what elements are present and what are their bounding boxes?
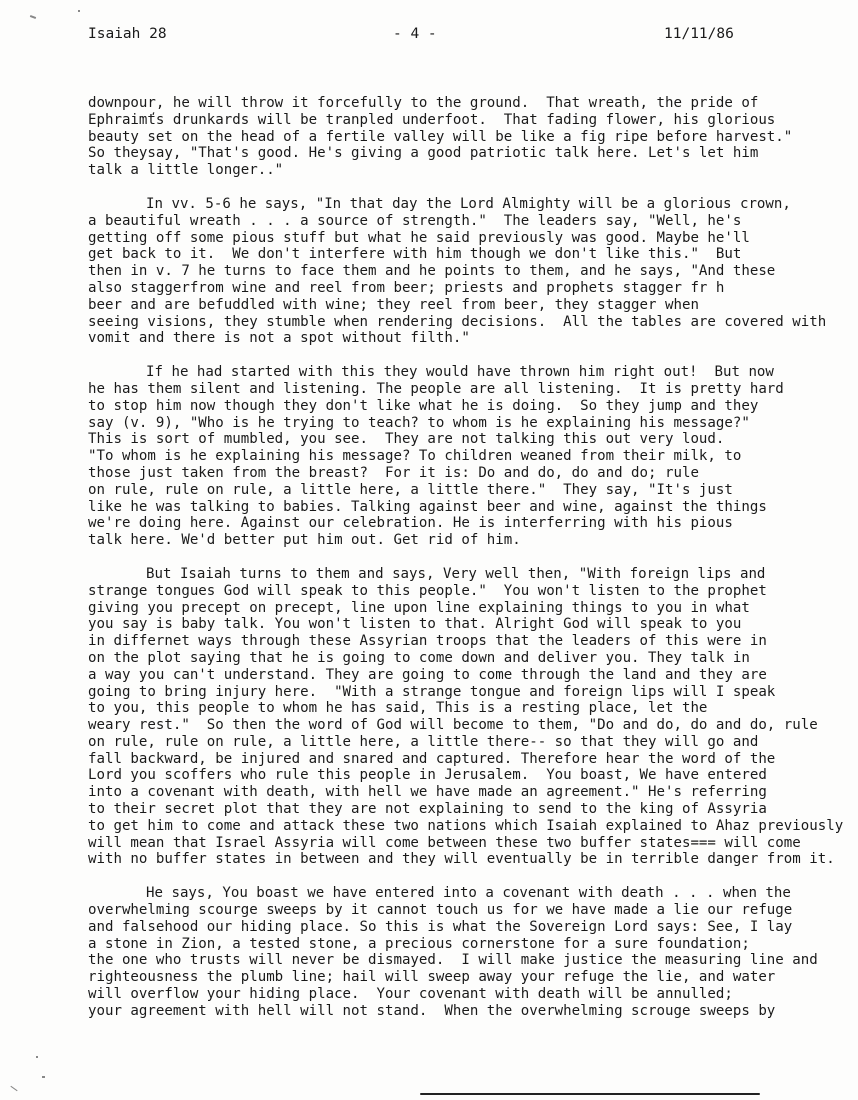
text-line: your agreement with hell will not stand. When the overwhelming scrouge sweeps by bbox=[88, 1002, 776, 1019]
page-header bbox=[0, 26, 858, 46]
text-line: say (v. 9), "Who is he trying to teach? to whom is he explaining his message?" bbox=[88, 414, 750, 431]
text-line: He says, You boast we have entered into a covenant with death . . . when the bbox=[146, 885, 791, 902]
scan-speck bbox=[42, 1076, 45, 1078]
text-line: we're doing here. Against our celebration. He is interferring with his pious bbox=[88, 515, 733, 532]
text-line: seeing visions, they stumble when rendering decisions. All the tables are covered with bbox=[88, 313, 827, 330]
scan-speck bbox=[36, 1056, 38, 1058]
text-line: to stop him now though they don't like what he is doing. So they jump and they bbox=[88, 397, 759, 414]
text-line: strange tongues God will speak to this people." You won't listen to the prophet bbox=[88, 582, 767, 599]
text-line: getting off some pious stuff but what he said previously was good. Maybe he'll bbox=[88, 229, 750, 246]
text-line: going to bring injury here. "With a strange tongue and foreign lips will I speak bbox=[88, 683, 776, 700]
text-line: talk a little longer.." bbox=[88, 162, 284, 179]
paragraph bbox=[88, 95, 848, 179]
text-line: But Isaiah turns to them and says, Very well then, "With foreign lips and bbox=[146, 565, 766, 582]
text-line: he has them silent and listening. The people are all listening. It is pretty hard bbox=[88, 380, 784, 397]
text-line: talk here. We'd better put him out. Get rid of him. bbox=[88, 532, 521, 549]
page-number: - 4 - bbox=[393, 26, 437, 42]
document-body bbox=[88, 95, 848, 1037]
text-line: a stone in Zion, a tested stone, a precious cornerstone for a sure foundation; bbox=[88, 935, 750, 952]
header-title: Isaiah 28 bbox=[88, 26, 167, 42]
text-line: will overflow your hiding place. Your covenant with death will be annulled; bbox=[88, 986, 733, 1003]
text-line: In vv. 5-6 he says, "In that day the Lord Almighty will be a glorious crown, bbox=[146, 195, 791, 212]
text-line: the one who trusts will never be dismayed. I will make justice the measuring line and bbox=[88, 952, 818, 969]
text-line: beer and are befuddled with wine; they reel from beer, they stagger when bbox=[88, 296, 699, 313]
paragraph bbox=[88, 566, 848, 868]
text-line: get back to it. We don't interfere with him though we don't like this." But bbox=[88, 246, 742, 263]
text-line: with no buffer states in between and they will eventually be in terrible danger from it. bbox=[88, 851, 835, 868]
text-line: vomit and there is not a spot without filth." bbox=[88, 330, 470, 347]
text-line: righteousness the plumb line; hail will sweep away your refuge the lie, and water bbox=[88, 969, 776, 986]
text-line: you say is baby talk. You won't listen to that. Alright God will speak to you bbox=[88, 616, 742, 633]
paragraph bbox=[88, 364, 848, 549]
text-line: So theysay, "That's good. He's giving a good patriotic talk here. Let's let him bbox=[88, 145, 759, 162]
text-line: a way you can't understand. They are going to come through the land and they are bbox=[88, 666, 767, 683]
header-date: 11/11/86 bbox=[664, 26, 734, 42]
text-line: Ephraimťs drunkards will be tranpled underfoot. That fading flower, his glorious bbox=[88, 111, 776, 128]
scan-speck bbox=[78, 10, 80, 12]
text-line: overwhelming scourge sweeps by it cannot touch us for we have made a lie our refuge bbox=[88, 902, 793, 919]
text-line: on the plot saying that he is going to come down and deliver you. They talk in bbox=[88, 649, 750, 666]
scan-speck bbox=[10, 1086, 17, 1091]
text-line: Lord you scoffers who rule this people in Jerusalem. You boast, We have entered bbox=[88, 767, 767, 784]
text-line: beauty set on the head of a fertile valley will be like a fig ripe before harvest." bbox=[88, 128, 793, 145]
text-line: a beautiful wreath . . . a source of strength." The leaders say, "Well, he's bbox=[88, 212, 742, 229]
text-line: This is sort of mumbled, you see. They are not talking this out very loud. bbox=[88, 431, 725, 448]
text-line: will mean that Israel Assyria will come between these two buffer states=== will come bbox=[88, 834, 801, 851]
text-line: on rule, rule on rule, a little here, a little there-- so that they will go and bbox=[88, 733, 759, 750]
text-line: then in v. 7 he turns to face them and he points to them, and he says, "And these bbox=[88, 263, 776, 280]
text-line: "To whom is he explaining his message? To children weaned from their milk, to bbox=[88, 448, 742, 465]
bottom-rule bbox=[420, 1093, 760, 1095]
text-line: those just taken from the breast? For it is: Do and do, do and do; rule bbox=[88, 464, 699, 481]
text-line: to you, this people to whom he has said, This is a resting place, let the bbox=[88, 700, 708, 717]
paragraph bbox=[88, 196, 848, 347]
text-line: like he was talking to babies. Talking against beer and wine, against the things bbox=[88, 498, 767, 515]
text-line: in differnet ways through these Assyrian troops that the leaders of this were in bbox=[88, 633, 767, 650]
text-line: If he had started with this they would have thrown him right out! But now bbox=[146, 364, 774, 381]
text-line: weary rest." So then the word of God will become to them, "Do and do, do and do, rule bbox=[88, 717, 818, 734]
text-line: to get him to come and attack these two nations which Isaiah explained to Ahaz previously bbox=[88, 817, 844, 834]
text-line: and falsehood our hiding place. So this is what the Sovereign Lord says: See, I lay bbox=[88, 918, 793, 935]
text-line: to their secret plot that they are not explaining to send to the king of Assyria bbox=[88, 801, 767, 818]
text-line: also staggerfrom wine and reel from beer; priests and prophets stagger fr h bbox=[88, 279, 725, 296]
text-line: on rule, rule on rule, a little here, a little there." They say, "It's just bbox=[88, 481, 733, 498]
text-line: fall backward, be injured and snared and captured. Therefore hear the word of the bbox=[88, 750, 776, 767]
paragraph bbox=[88, 885, 848, 1019]
text-line: into a covenant with death, with hell we have made an agreement." He's referring bbox=[88, 784, 767, 801]
scan-speck bbox=[30, 15, 36, 19]
text-line: giving you precept on precept, line upon line explaining things to you in what bbox=[88, 599, 750, 616]
text-line: downpour, he will throw it forcefully to the ground. That wreath, the pride of bbox=[88, 95, 759, 111]
